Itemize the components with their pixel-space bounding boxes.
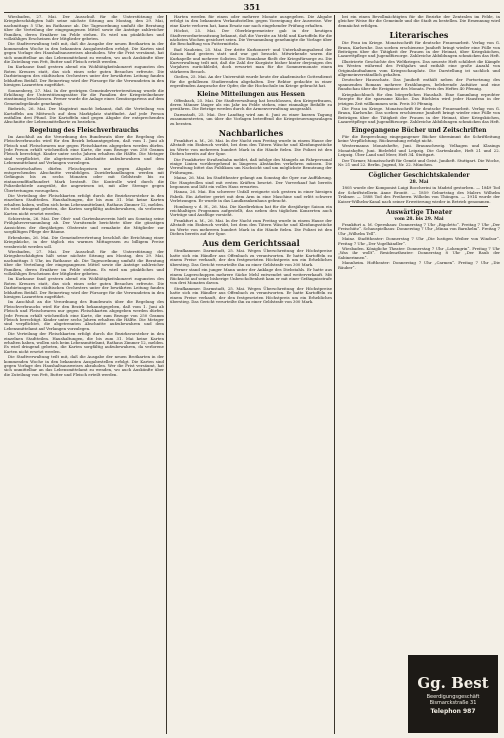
article-paragraph: Die Verteilung der Fleischkarten erfolgt durch die Bezirksvorsteher in den einzelnen Stadtteilen. Haushaltungen, die bis zum 31. Mai keine Karten erhalten haben, wollen sich beim Lebensmittelamt, Rathaus Zimmer 12, melden. Es wird dringend gebeten, die Karten sorgfältig aufzubewahren, da verlorene Karten nicht ersetzt werden. [4,193,164,216]
article-paragraph: bei ein einen Bevollmächtigten für die Bezirke der Zentralen im Felde, in gleicher Weise für die Gemeinde und die Stadt zu bestellen. Die Ernennung wird demnächst erfolgen. [338,15,500,28]
section-heading-kalender: Cöglicher Geschichtskalender [368,172,470,180]
article-paragraph: Westermanns Monatshefte, Juni. Braunschweig. Velhagen und Klasings Monatshefte, Juni. Bielefeld und Leipzig. Die Gartenlaube, Heft 21 und 22. Leipzig. Über Land und Meer, Heft 34. Stuttgart. [338,143,500,158]
article-paragraph: Die Verteilung der Fleischkarten erfolgt durch die Bezirksvorsteher in den einzelnen Stadtteilen. Haushaltungen, die bis zum 31. Mai keine Karten erhalten haben, wollen sich beim Lebensmittelamt, Rathaus Zimmer 12, melden. Es wird dringend gebeten, die Karten sorgfältig aufzubewahren, da verlorene Karten nicht ersetzt werden. [4,331,164,354]
article-paragraph: Hanau, 26. Mai. Ein schwerer Unfall ereignete sich gestern in einer hiesigen Fabrik. Ein Arbeiter geriet mit dem Arm in eine Maschine und erlitt schwere Verletzungen. Er wurde in das Landkrankenhaus gebracht. [170,189,332,204]
article-paragraph: Die Stadtverwaltung teilt mit, daß die Ausgabe der neuen Brotkarten in der kommenden Woche in den bekannten Ausgabestellen erfolgt. Die Karten sind gegen Vorlage des Haushaltsausweises abzuholen. Wer die Frist versäumt, hat sich unmittelbar an das Lebensmittelamt zu wenden, wo auch Auskünfte über die Zuteilung von Fett, Butter und Fleisch erteilt werden. [4,354,164,377]
article-paragraph: Darmstadt, 25. Mai. Der Landtag wird am 6. Juni zu einer kurzen Tagung zusammentreten, um über die Vorlagen betreffend die Kriegsteuerungszulagen zu beraten. [170,111,332,126]
article-paragraph: Frankfurt a. M., 26. Mai. In der Nacht zum Freitag wurde in einem Hause der Altstadt ein Einbruch verübt, bei dem den Tätern Wäsche und Kleidungsstücke im Werte von mehreren hundert Mark in die Hände fielen. Die Polizei ist den Dieben bereits auf der Spur. [170,217,332,237]
article-paragraph: Sonnenberg, 27. Mai. In der gestrigen Gemeindevertretersitzung wurde die Erhöhung der Unterstützungssätze für die Familien der Kriegsteilnehmer einstimmig beschlossen. Ferner wurde die Anlage eines Gemüsegartens auf dem Gemeindegelände genehmigt. [4,87,164,106]
article-paragraph: Strafkammer. Darmstadt, 25. Mai. Wegen Überschreitung der Höchstpreise hatte sich ein Händler aus Offenbach zu verantworten. Er hatte Kartoffeln zu einem Preise verkauft, der den festgesetzten Höchstpreis um ein Erhebliches überstieg. Das Gericht verurteilte ihn zu einer Geldstrafe von 300 Mark. [170,248,332,267]
article-paragraph: 1805 wurde der Komponist Luigi Boccherini in Madrid gestorben. — 1849 Tod der Schriftstellerin Anne Brontë. — 1859 Geburtstag des Malers Wilhelm Trübner. — 1888 Tod des Freiherrn Wilhelm von Thüngen. — 1914 wurde der Kaiser-Wilhelm-Kanal nach seiner Erweiterung wieder in Betrieb genommen. [338,185,500,204]
theater-listing: Wiesbaden. Königliche Theater: Donnerstag 7 Uhr „Lohengrin“. Freitag 7 Uhr „Was ihr wollt“. Residenztheater: Donnerstag 8 Uhr „Der Raub der Sabinerinnen“. [338,246,500,260]
article-paragraph: Kriegskochbuch für den bürgerlichen Haushalt. Eine Sammlung erprobter Rezepte für die sparsame Küche. Das Büchlein wird jeder Hausfrau in der jetzigen Zeit willkommen sein. Preis 50 Pfennig. [338,91,500,106]
article-paragraph: Gießen, 25. Mai. An der Universität wurde heute der akademische Gottesdienst für die gefallenen Studierenden abgehalten. Der Rektor gedachte in einer ergreifenden Ansprache der Opfer, die die Hochschule im Kriege gebracht hat. [170,74,332,89]
article-paragraph: Die Frau im Kriege. Monatsschrift für deutsche Frauenarbeit. Verlag von G. Braun, Karlsruhe. Das soeben erschienene Juniheft bringt wieder eine Fülle von Beiträgen über die Tätigkeit der Frauen in der Heimat, über Kriegsküchen, Lazarettpflege und Jugendfürsorge. Zahlreiche Abbildungen schmücken das Heft. [338,40,500,59]
article-paragraph: Deutscher Hausschatz. Das Juniheft enthält neben der Fortsetzung des spannenden Romans mehrere Erzählungen, belehrende Aufsätze und eine Rundschau über die Ereignisse des Monats. Preis des Heftes 40 Pfennig. [338,77,500,92]
column-1 [4,15,164,734]
article-paragraph: Gastwirtschaften dürfen Fleischspeisen nur gegen Abgabe der entsprechenden Abschnitte verabfolgen. Zuwiderhandlungen werden mit Gefängnis bis zu sechs Monaten oder mit Geldstrafe bis zu eintausendfünfhundert Mark bestraft. Die Kontrolle wird durch die Polizeibehörde ausgeübt, die angewiesen ist, mit aller Strenge gegen Übertretungen vorzugehen. [4,165,164,193]
article-paragraph: Wiesbaden, 27. Mai. Der Ausschuß für die Unterstützung der Kriegsbeschädigten hält seine nächste Sitzung am Montag, den 29. Mai, nachmittags 5 Uhr, im Rathause ab. Die Tagesordnung umfaßt die Beratung über die Verteilung der eingegangenen Mittel sowie die Anträge zahlreicher Familien, deren Ernährer im Felde stehen. Es wird um pünktliches und vollzähliges Erscheinen der Mitglieder gebeten. [4,248,164,276]
calendar-date: 28. Mai [409,180,429,186]
article-paragraph: Mainz, 26. Mai. Im Stadttheater gelangt am Sonntag die Oper zur Aufführung. Die Hauptrollen sind mit ersten Kräften besetzt. Der Vorverkauf hat bereits begonnen und läßt ein volles Haus erwarten. [170,175,332,189]
theater-listing: Mannheim. Hoftheater: Donnerstag 7 Uhr „Carmen“. Freitag 7 Uhr „Die Räuber“. [338,260,500,270]
section-heading-literarisches: Literarisches [389,30,449,41]
ad-name: Gg. Best [417,673,489,692]
section-heading-hessen: Kleine Mitteilungen aus Hessen [196,90,306,98]
article-paragraph: Die Frau im Kriege. Monatsschrift für deutsche Frauenarbeit. Verlag von G. Braun, Karlsruhe. Das soeben erschienene Juniheft bringt wieder eine Fülle von Beiträgen über die Tätigkeit der Frauen in der Heimat, über Kriegsküchen, Lazarettpflege und Jugendfürsorge. Zahlreiche Abbildungen schmücken das Heft. [338,105,500,125]
column-divider-2 [334,15,335,734]
column-2 [170,15,332,734]
article-paragraph: Im Anschluß an die Verordnung des Bundesrats über die Regelung des Fleischverbrauchs wird für den Bezirk bekanntgegeben, daß vom 1. Juni ab Fleisch und Fleischwaren nur gegen Fleischkarten abgegeben werden dürfen. Jede Person erhält wöchentlich eine Karte, die zum Bezuge von 250 Gramm Fleisch berechtigt. Kinder unter sechs Jahren erhalten die Hälfte. Die Metzger sind verpflichtet, die abgetrennten Abschnitte aufzubewahren und dem Lebensmittelamt auf Verlangen vorzulegen. [4,133,164,166]
theater-dates: vom 28. bis 29. Mai [394,217,444,222]
section-divider [350,169,488,170]
article-paragraph: Höchst, 25. Mai. Der Oberbürgermeister gab in der heutigen Stadtverordnetensitzung bekannt, daß die Vorräte an Mehl und Kartoffeln für die nächsten Wochen gesichert seien. Die Versammlung genehmigte die Vorlage über die Beschaffung von Futtermitteln. [170,28,332,47]
theater-listing: Mainz. Stadttheater: Donnerstag 7 Uhr „Die lustigen Weiber von Windsor“. Freitag 7 Uhr „Der Vogelhändler“. [338,236,500,246]
article-paragraph: Wiesbaden, 27. Mai. Der Ausschuß für die Unterstützung der Kriegsbeschädigten hält seine nächste Sitzung am Montag, den 29. Mai, nachmittags 5 Uhr, im Rathause ab. Die Tagesordnung umfaßt die Beratung über die Verteilung der eingegangenen Mittel sowie die Anträge zahlreicher Familien, deren Ernährer im Felde stehen. Es wird um pünktliches und vollzähliges Erscheinen der Mitglieder gebeten. [4,15,164,42]
article-paragraph: Harten werden für einen oder mehrere Monate ausgegeben. Die Abgabe erfolgt in den bekannten Verkaufsstellen gegen Vorzeigung der Ausweise. Wer eine Karte verloren hat, kann Ersatz nur nach eingehender Prüfung erhalten. [170,15,332,28]
article-paragraph: Homburg v. d. H., 26. Mai. Die Kurdirektion hat für die diesjährige Saison ein reichhaltiges Programm aufgestellt, das neben den täglichen Konzerten auch Vorträge und Ausflüge vorsieht. [170,203,332,218]
article-paragraph: Offenbach, 25. Mai. Die Stadtverwaltung hat beschlossen, den Kriegerfrauen, deren Männer länger als ein Jahr im Felde stehen, eine einmalige Beihilfe zu gewähren. Die Beträge werden durch die Armenverwaltung ausgezahlt. [170,97,332,112]
section-divider [350,206,488,207]
ad-business: Beerdigungsgeschäft [426,693,480,700]
article-paragraph: Im Anschluß an die Verordnung des Bundesrats über die Regelung des Fleischverbrauchs wird für den Bezirk bekanntgegeben, daß vom 1. Juni ab Fleisch und Fleischwaren nur gegen Fleischkarten abgegeben werden dürfen. Jede Person erhält wöchentlich eine Karte, die zum Bezuge von 250 Gramm Fleisch berechtigt. Kinder unter sechs Jahren erhalten die Hälfte. Die Metzger sind verpflichtet, die abgetrennten Abschnitte aufzubewahren und dem Lebensmittelamt auf Verlangen vorzulegen. [4,299,164,331]
ad-address: Bismarckstraße 31 [429,699,477,706]
article-paragraph: Der Türmer, Monatsschrift für Gemüt und Geist. Juniheft. Stuttgart. Die Woche, Nr. 21 und 22. Berlin. Jugend, Nr. 22. München. [338,157,500,167]
article-paragraph: Frankfurt a. M., 26. Mai. In der Nacht zum Freitag wurde in einem Hause der Altstadt ein Einbruch verübt, bei dem den Tätern Wäsche und Kleidungsstücke im Werte von mehreren hundert Mark in die Hände fielen. Die Polizei ist den Dieben bereits auf der Spur. [170,137,332,157]
article-paragraph: Im Kurhause fand gestern abend ein Wohltätigkeitskonzert zugunsten des Roten Kreuzes statt, das sich eines sehr guten Besuches erfreute. Die Darbietungen des städtischen Orchesters unter der bewährten Leitung fanden lebhaften Beifall. Der Reinertrag wird der Fürsorge für die Verwundeten in den hiesigen Lazaretten zugeführt. [4,276,164,299]
article-paragraph: Strafkammer. Darmstadt, 25. Mai. Wegen Überschreitung der Höchstpreise hatte sich ein Händler aus Offenbach zu verantworten. Er hatte Kartoffeln zu einem Preise verkauft, der den festgesetzten Höchstpreis um ein Erhebliches überstieg. Das Gericht verurteilte ihn zu einer Geldstrafe von 300 Mark. [170,285,332,304]
article-paragraph: Bad Nauheim, 25. Mai. Der dritte Kurkonzert- und Unterhaltungsabend der Saison fand gestern statt und war gut besucht. Mitwirkende waren die Kurkapelle und mehrere Solisten. Die Einnahme fließt der Kriegsfürsorge zu. Die Kurverwaltung teilt mit, daß die Zahl der Kurgäste bisher hinter derjenigen des Vorjahres zurückbleibt, doch erwartet man für die Sommermonate einen stärkeren Besuch. [170,46,332,74]
article-paragraph: Für die Besprechung eingegangener Bücher übernimmt die Schriftleitung keine Verpflichtung. Rücksendung erfolgt nicht. [338,133,500,143]
column-3 [338,15,500,734]
section-heading-gerichtssaal: Aus dem Gerichtssaal [202,238,300,249]
article-paragraph: Biebrich, 26. Mai. Der Magistrat macht bekannt, daß die Verteilung von Kartoffeln am Mittwoch auf dem Marktplatz stattfindet. Auf jede Person entfallen drei Pfund. Die Kartoffeln sind gegen Abgabe der entsprechenden Abschnitte der Lebensmittelkarte zu beziehen. [4,106,164,125]
theater-listing: Frankfurt a. M. Opernhaus: Donnerstag 7 Uhr „Rigoletto“. Freitag 7 Uhr „Der Freischütz“. Schauspielhaus: Donnerstag 7 Uhr „Minna von Barnhelm“. Freitag 7 Uhr „Wilhelm Tell“. [338,222,500,236]
section-heading-theater: Auswärtige Theater [385,209,453,216]
article-paragraph: Illustrierte Geschichte des Weltkrieges. Das neueste Heft schildert die Kämpfe im Westen während des Frühjahrs und enthält eine große Anzahl von Originalaufnahmen vom Kriegsschauplatz. Die Darstellung ist sachlich und allgemeinverständlich gehalten. [338,58,500,78]
advertisement-box [408,655,498,733]
section-heading-fleisch: Regelung des Fleischverbrauchs [29,126,139,134]
section-heading-buecher: Eingegangene Bücher und Zeitschriften [351,126,487,134]
ad-phone: Telephon 987 [430,707,476,715]
page-number: 351 [243,2,261,12]
article-paragraph: Im Kurhause fand gestern abend ein Wohltätigkeitskonzert zugunsten des Roten Kreuzes statt, das sich eines sehr guten Besuches erfreute. Die Darbietungen des städtischen Orchesters unter der bewährten Leitung fanden lebhaften Beifall. Der Reinertrag wird der Fürsorge für die Verwundeten in den hiesigen Lazaretten zugeführt. [4,64,164,88]
article-paragraph: Die Stadtverwaltung teilt mit, daß die Ausgabe der neuen Brotkarten in der kommenden Woche in den bekannten Ausgabestellen erfolgt. Die Karten sind gegen Vorlage des Haushaltsausweises abzuholen. Wer die Frist versäumt, hat sich unmittelbar an das Lebensmittelamt zu wenden, wo auch Auskünfte über die Zuteilung von Fett, Butter und Fleisch erteilt werden. [4,41,164,65]
article-paragraph: Erbenheim, 26. Mai. Die Gemeindevertretung beschloß die Errichtung einer Kriegsküche, in der täglich ein warmes Mittagessen zu billigem Preise verabreicht werden soll. [4,234,164,249]
top-rule [4,12,500,13]
article-paragraph: Ferner stand ein junger Mann unter der Anklage des Diebstahls. Er hatte aus einem Lagerschuppen mehrere Säcke Mehl entwendet und weiterverkauft. Mit Rücksicht auf seine bisherige Unbescholtenheit kam er mit einer Gefängnisstrafe von drei Monaten davon. [170,267,332,286]
article-paragraph: Schierstein, 26. Mai. Der Obst- und Gartenbauverein hielt am Sonntag seine Frühjahrsversammlung ab. Der Vorsitzende berichtete über die günstigen Aussichten der diesjährigen Obsternte und ermahnte die Mitglieder zur sorgfältigen Pflege der Bäume. [4,216,164,235]
section-heading-nachbarliches: Nachbarliches [218,127,284,138]
article-paragraph: Die Frankfurter Straßenbahn meldet, daß infolge des Mangels an Fahrpersonal einige Linien vorübergehend in längeren Abständen verkehren müssen. Die Verwaltung bittet das Publikum um Nachsicht und um möglichste Benutzung der Frühwagen. [170,156,332,175]
column-divider-1 [166,15,167,734]
